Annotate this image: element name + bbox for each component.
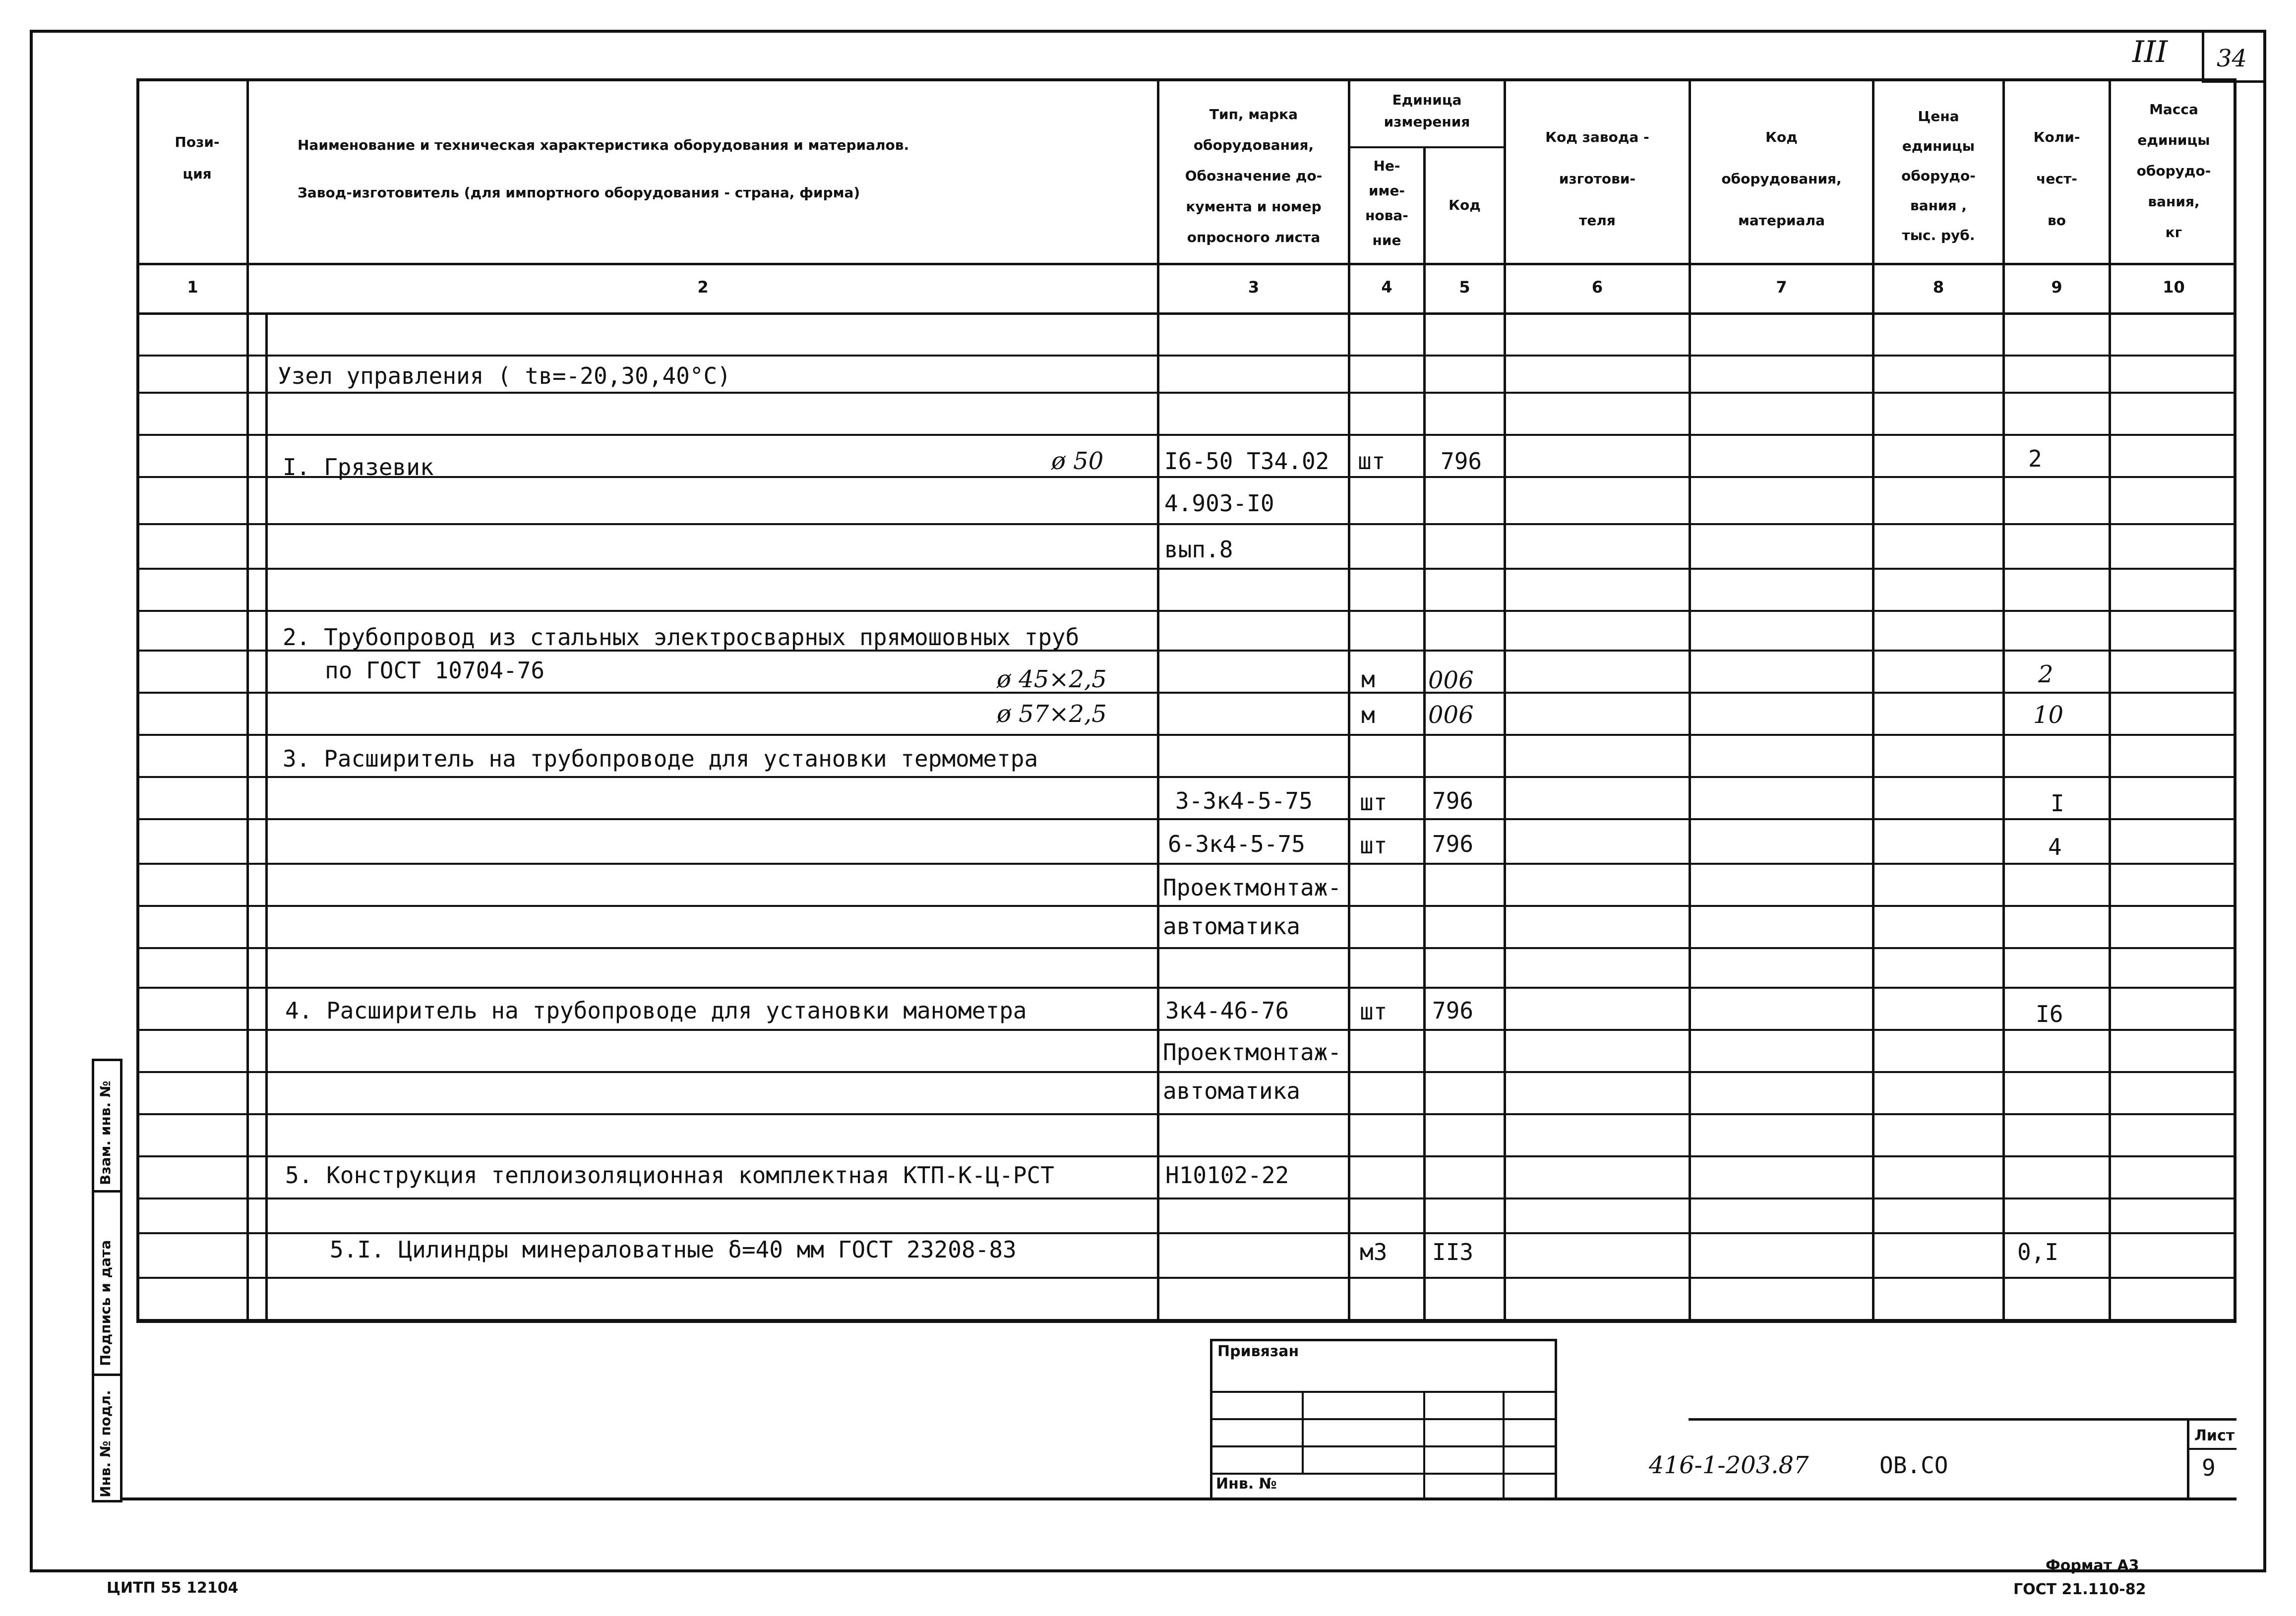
row-separator — [139, 818, 2234, 820]
row-12-unit: шт — [1360, 998, 1388, 1025]
header-col-5: Код — [1449, 197, 1481, 213]
binding-line — [1210, 1473, 1557, 1475]
row-12-name: 4. Расширитель на трубопроводе для установки манометра — [285, 997, 1027, 1024]
header-col-3: Тип, марка оборудования, Обозначение до- кумента и номер опросного листа — [1185, 106, 1323, 245]
unit-group-line — [1348, 146, 1506, 148]
side-label-inv: Инв. № подл. — [97, 1390, 114, 1497]
row-15-name: 5. Конструкция теплоизоляционная комплектная КТП-К-Ц-РСТ — [285, 1162, 1054, 1189]
row-16-name: 5.I. Цилиндры минераловатные δ=40 мм ГОСТ 23208-83 — [330, 1236, 1017, 1263]
row-separator — [139, 1319, 2234, 1321]
col-line — [265, 312, 268, 1323]
outer-frame-top — [30, 30, 2266, 33]
row-5-qty: 2 — [2038, 660, 2054, 688]
row-8-code: 796 — [1432, 787, 1474, 814]
row-separator — [139, 392, 2234, 394]
binding-line — [1210, 1391, 1557, 1393]
binding-line — [1210, 1445, 1557, 1447]
row-separator — [139, 947, 2234, 949]
row-1-qty: 2 — [2028, 445, 2042, 472]
row-separator — [139, 568, 2234, 570]
footer-format: Формат А3 — [2046, 1557, 2139, 1574]
row-0-name: Узел управления ( tв=-20,30,40°C) — [278, 362, 731, 389]
col-num-1: 1 — [187, 278, 198, 297]
col-num-3: 3 — [1248, 278, 1260, 297]
row-separator — [139, 434, 2234, 436]
row-separator — [139, 610, 2234, 612]
row-15-type: Н10102-22 — [1165, 1162, 1289, 1189]
col-num-9: 9 — [2051, 278, 2062, 297]
row-1-type: I6-50 ТЗ4.02 — [1164, 448, 1329, 475]
col-num-5: 5 — [1459, 278, 1470, 297]
side-label-replace: Взам. инв. № — [97, 1080, 114, 1185]
header-unit-group: Единица измерения — [1384, 92, 1470, 130]
row-13-type: Проектмонтаж- — [1163, 1039, 1342, 1066]
row-8-qty: I — [2051, 790, 2064, 817]
drawing-bottom-line — [121, 1497, 2236, 1500]
row-4-name: 2. Трубопровод из стальных электросварных прямошовных труб — [283, 624, 1080, 651]
row-12-qty: I6 — [2036, 1001, 2063, 1027]
row-9-type: 6-Зк4-5-75 — [1168, 831, 1305, 857]
row-separator — [139, 1197, 2234, 1199]
binding-vline — [1503, 1391, 1505, 1497]
header-col-10: Масса единицы оборудо- вания, кг — [2136, 101, 2211, 240]
binding-label: Привязан — [1217, 1343, 1299, 1360]
side-stamp-divider — [92, 1374, 122, 1376]
row-separator — [139, 476, 2234, 478]
row-8-unit: шт — [1360, 789, 1388, 816]
row-separator — [139, 1232, 2234, 1234]
row-separator — [139, 1113, 2234, 1115]
row-1-unit: шт — [1358, 448, 1386, 475]
row-5-code: 006 — [1428, 666, 1474, 694]
side-stamp-divider — [92, 1190, 122, 1193]
header-col-2: Наименование и техническая характеристика оборудования и материалов. Завод-изготовитель (для импортного оборудования - страна, фирма) — [298, 137, 909, 201]
row-6-qty: 10 — [2033, 701, 2064, 729]
row-separator — [139, 863, 2234, 865]
col-num-8: 8 — [1933, 278, 1944, 297]
doc-mark: ОВ.СО — [1879, 1452, 1948, 1479]
corner-section: III — [2132, 35, 2168, 69]
outer-frame-left — [30, 30, 33, 1572]
corner-page: 34 — [2217, 45, 2247, 72]
header-bottom-line — [136, 263, 2236, 265]
row-separator — [139, 776, 2234, 778]
row-12-code: 796 — [1432, 997, 1474, 1024]
row-5-note: ø 45×2,5 — [997, 665, 1107, 693]
binding-line — [1210, 1418, 1557, 1420]
row-5-name: по ГОСТ 10704-76 — [325, 657, 545, 684]
col-num-7: 7 — [1776, 278, 1787, 297]
sheet-box-divider — [2187, 1448, 2236, 1450]
row-separator — [139, 692, 2234, 694]
row-separator — [139, 1277, 2234, 1279]
row-separator — [139, 987, 2234, 989]
row-6-unit: м — [1361, 702, 1375, 728]
title-block-top-line — [1689, 1418, 2236, 1421]
footer-standard: ГОСТ 21.110-82 — [2013, 1581, 2146, 1598]
row-16-qty: 0,I — [2017, 1239, 2059, 1265]
row-6-code: 006 — [1428, 701, 1474, 729]
row-separator — [139, 905, 2234, 907]
row-separator — [139, 355, 2234, 357]
doc-code: 416-1-203.87 — [1649, 1451, 1809, 1479]
col-num-6: 6 — [1591, 278, 1603, 297]
row-separator — [139, 1071, 2234, 1073]
binding-vline — [1423, 1391, 1425, 1497]
header-col-1: Пози- ция — [175, 134, 220, 182]
col-num-10: 10 — [2163, 278, 2185, 297]
row-separator — [139, 734, 2234, 736]
header-col-8: Цена единицы оборудо- вания , тыс. руб. — [1901, 108, 1976, 243]
row-5-unit: м — [1361, 666, 1375, 693]
num-row-bottom-line — [136, 312, 2236, 315]
row-16-unit: м3 — [1360, 1239, 1388, 1265]
outer-frame-bottom — [30, 1569, 2266, 1572]
row-12-type: Зк4-46-76 — [1165, 997, 1289, 1024]
row-14-type: автоматика — [1163, 1077, 1300, 1104]
row-1-code: 796 — [1441, 448, 1482, 475]
row-3-type: вып.8 — [1164, 536, 1233, 563]
binding-vline — [1302, 1391, 1304, 1473]
row-11-type: автоматика — [1163, 913, 1300, 940]
row-9-code: 796 — [1432, 831, 1474, 857]
col-num-2: 2 — [697, 278, 709, 297]
row-6-note: ø 57×2,5 — [997, 700, 1107, 728]
row-10-type: Проектмонтаж- — [1163, 874, 1342, 901]
header-col-6: Код завода - изготови- теля — [1545, 129, 1649, 229]
inv-label: Инв. № — [1216, 1475, 1277, 1493]
header-col-4: Не- име- нова- ние — [1365, 158, 1408, 248]
row-separator — [139, 523, 2234, 525]
row-9-unit: шт — [1360, 832, 1388, 859]
sheet-number: 9 — [2202, 1454, 2216, 1481]
row-1-note: ø 50 — [1051, 447, 1104, 475]
footer-left: ЦИТП 55 12104 — [107, 1579, 239, 1597]
outer-frame-right — [2263, 30, 2266, 1572]
row-separator — [139, 1155, 2234, 1157]
row-7-name: 3. Расширитель на трубопроводе для установки термометра — [283, 745, 1038, 772]
row-separator — [139, 1029, 2234, 1031]
row-1-name: I. Грязевик — [283, 454, 434, 480]
row-8-type: 3-Зк4-5-75 — [1175, 787, 1313, 814]
col-num-4: 4 — [1381, 278, 1392, 297]
side-label-sign: Подпись и дата — [97, 1240, 114, 1366]
header-col-7: Код оборудования, материала — [1721, 129, 1842, 229]
row-9-qty: 4 — [2048, 834, 2062, 860]
row-2-type: 4.903-I0 — [1164, 490, 1274, 517]
sheet-label: Лист — [2194, 1427, 2235, 1444]
row-16-code: II3 — [1432, 1239, 1474, 1265]
header-col-9: Коли- чест- во — [2033, 129, 2080, 229]
